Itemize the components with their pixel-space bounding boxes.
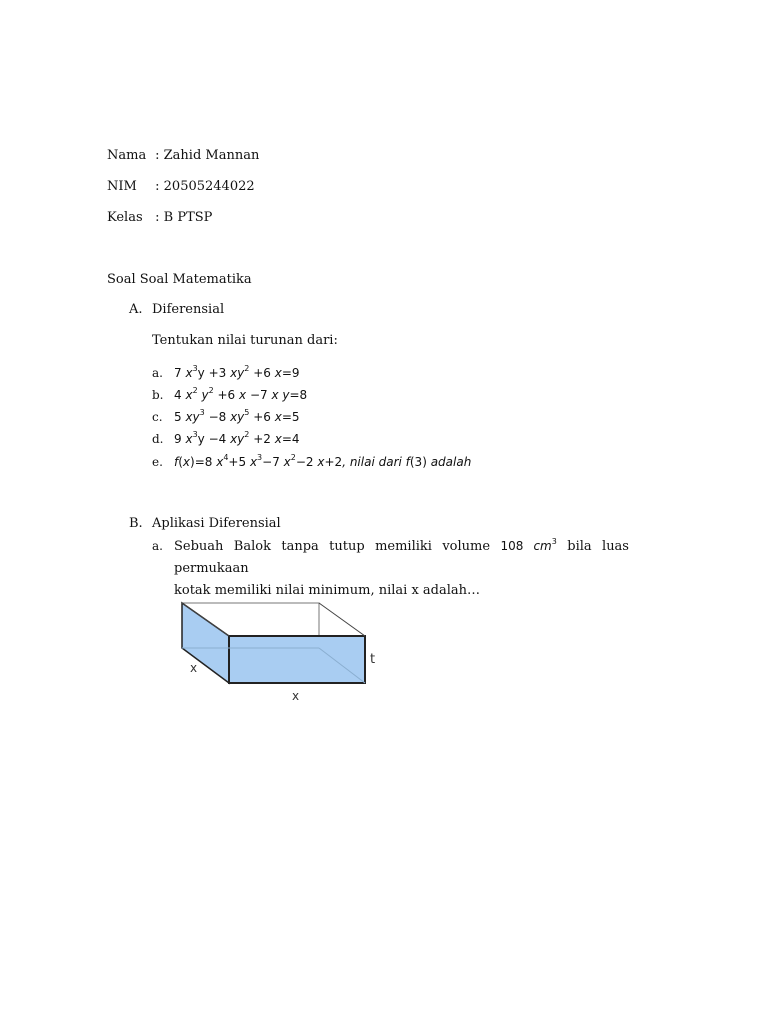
equation-c: 5 $xy^3 -8$ $xy^5 +6$ x=5 [174,408,300,424]
class-label: Kelas [107,210,143,225]
question-line-1-start: Sebuah Balok tanpa tutup memiliki volume [174,539,491,554]
document-title: Soal Soal Matematika [107,272,252,287]
equation-a: 7 $x^3y +3$ $xy^2 +6$ x=9 [174,364,300,380]
equation-e: f(x)=8 $x^4+5$ $x^3-7$ $x^2-2$ x+2, nilai dari f(3) adalah [174,453,472,469]
section-a-instruction: Tentukan nilai turunan dari: [152,333,338,348]
item-e-letter: e. [152,455,163,469]
label-x-bottom: x [292,689,300,703]
volume-exponent: 3 [551,537,557,546]
box-front-face [229,636,365,683]
section-b-letter: B. [129,516,143,531]
open-box-figure [176,595,391,710]
volume-value: 108 [500,539,524,553]
question-line-2: kotak memiliki nilai minimum, nilai x adalah… [174,583,481,598]
name-value: : Zahid Mannan [155,148,260,163]
section-b-heading: Aplikasi Diferensial [152,516,281,531]
class-value: : B PTSP [155,210,213,225]
item-c-letter: c. [152,410,163,424]
class-row [107,209,212,227]
nim-value: : 20505244022 [155,179,255,194]
nim-row [107,178,255,196]
section-a-letter: A. [129,302,143,317]
question-line-1 [174,535,629,580]
equation-b: 4 $x^2$ $y^2 +6$ x −7 x y=8 [174,386,308,402]
question-paragraph [174,535,629,602]
item-a-letter: a. [152,366,163,380]
item-b-letter: b. [152,388,164,402]
item-b-a-letter: a. [152,539,163,553]
volume-unit: cm [533,539,552,553]
label-x-side: x [190,661,198,675]
name-row [107,147,259,165]
section-a-heading: Diferensial [152,302,225,317]
nim-label: NIM [107,179,137,194]
equation-d: 9 $x^3y -4$ $xy^2 +2$ x=4 [174,430,300,446]
label-t-height: t [370,652,376,667]
item-d-letter: d. [152,432,164,446]
volume-expression [500,539,556,553]
name-label: Nama [107,148,147,163]
question-line-1-end: bila luas permukaan [174,539,629,576]
